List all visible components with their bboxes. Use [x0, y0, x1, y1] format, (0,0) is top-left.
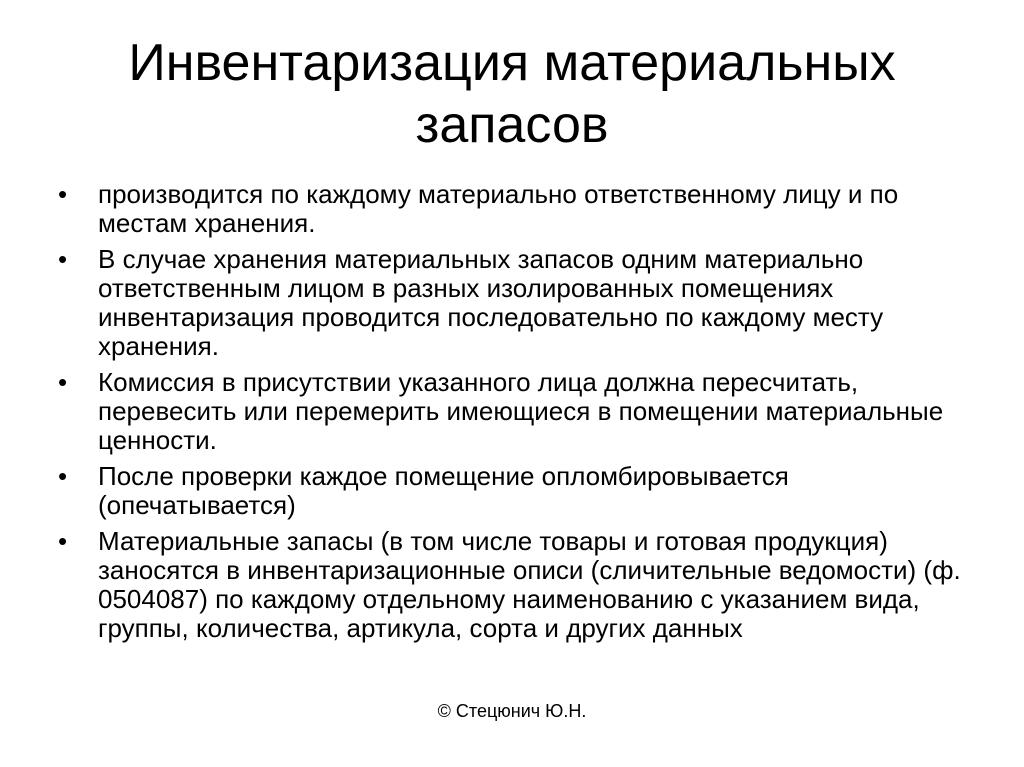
bullet-text: После проверки каждое помещение опломбировывается (опечатывается)	[98, 461, 789, 520]
bullet-dot-icon: •	[58, 244, 68, 274]
bullet-item	[58, 462, 978, 520]
bullet-list	[58, 180, 978, 650]
bullet-item	[58, 180, 978, 238]
copyright-footer: © Стецюнич Ю.Н.	[437, 701, 587, 721]
bullet-item	[58, 245, 978, 361]
bullet-text: Материальные запасы (в том числе товары и готовая продукция) заносятся в инвентаризационные описи (сличительные ведомости) (ф. 0504087) по каждому отдельному наименованию с указанием вида, группы, количества, артикула, сорта и других данных	[98, 526, 961, 643]
bullet-dot-icon: •	[58, 526, 68, 556]
bullet-item	[58, 368, 978, 455]
slide-title-line-1: Инвентаризация материальных	[128, 34, 896, 92]
bullet-item	[58, 527, 978, 643]
bullet-text: производится по каждому материально ответственному лицу и по местам хранения.	[98, 179, 899, 238]
bullet-dot-icon: •	[58, 179, 68, 209]
slide-title-line-2: запасов	[415, 96, 609, 154]
slide-title	[40, 32, 984, 156]
bullet-dot-icon: •	[58, 367, 68, 397]
bullet-text: Комиссия в присутствии указанного лица должна пересчитать, перевесить или перемерить имеющиеся в помещении материальные ценности.	[98, 367, 944, 455]
bullet-dot-icon: •	[58, 461, 68, 491]
bullet-text: В случае хранения материальных запасов одним материально ответственным лицом в разных изолированных помещениях инвентаризация проводится последовательно по каждому месту хранения.	[98, 244, 884, 361]
